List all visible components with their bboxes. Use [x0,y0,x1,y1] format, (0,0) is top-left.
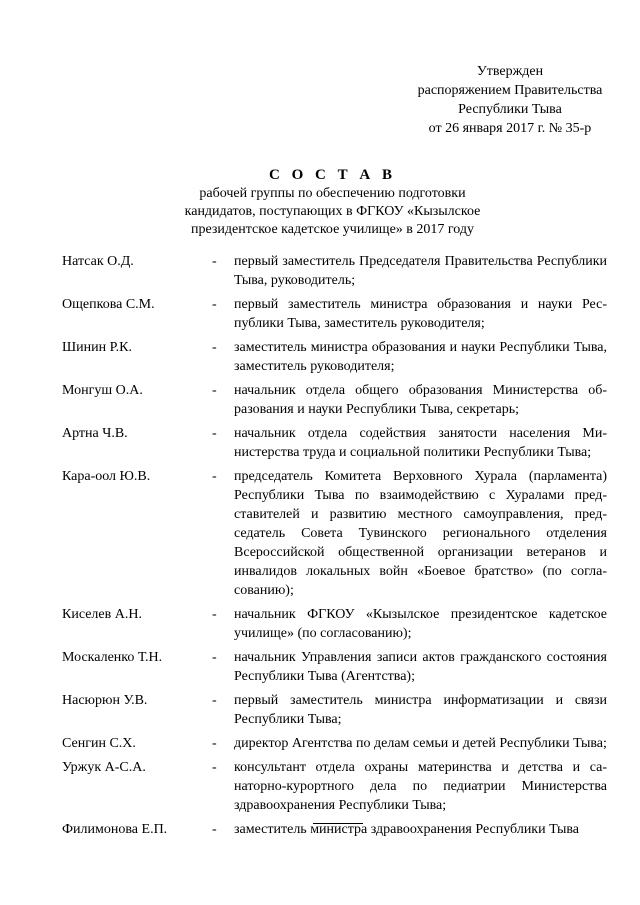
member-dash: - [212,469,217,484]
member-name: Москаленко Т.Н. [62,650,163,665]
member-role: консультант отдела охраны материнства и детства и санаторно-курортного дела по педиатрии Министерства здравоохранения Республики Тыва; [234,760,607,813]
member-role: директор Агентства по делам семьи и детей Республики Тыва; [234,736,607,751]
member-row [62,295,607,333]
member-dash: - [212,760,217,775]
member-dash: - [212,650,217,665]
member-role: первый заместитель министра образования и науки Республики Тыва, заместитель руководителя; [234,297,607,331]
member-dash: - [212,383,217,398]
member-row [62,424,607,462]
member-role: начальник ФГКОУ «Кызылское президентское кадетское училище» (по согласованию); [234,607,607,641]
member-role: председатель Комитета Верховного Хурала (парламента) Республики Тыва по взаимодействию с Хуралами представителей и развитию местного самоуправления, председатель Совета Тувинского регионального отделения Всероссийской общественной организации ветеранов и инвалидов локальных войн «Боевое братство» (по согласованию); [234,469,607,598]
member-name: Монгуш О.А. [62,383,143,398]
approval-line: распоряжением Правительства [417,83,603,98]
document-subtitle-line: рабочей группы по обеспечению подготовки [199,186,466,201]
member-name: Филимонова Е.П. [62,822,168,837]
approval-line: Республики Тыва [458,102,562,117]
approval-date: от 26 января 2017 г. № 35-р [428,121,592,136]
member-row [62,467,607,600]
member-role: заместитель министра образования и науки Республики Тыва, заместитель руководителя; [234,340,607,374]
member-dash: - [212,822,217,837]
member-dash: - [212,297,217,312]
approval-block [395,62,625,138]
member-dash: - [212,426,217,441]
document-subtitle-line: кандидатов, поступающих в ФГКОУ «Кызылское [184,204,481,219]
member-name: Киселев А.Н. [62,607,142,622]
member-dash: - [212,340,217,355]
member-row [62,252,607,290]
member-role: начальник отдела общего образования Министерства образования и науки Республики Тыва, секретарь; [234,383,607,417]
member-row [62,691,607,729]
member-name: Кара-оол Ю.В. [62,469,151,484]
member-name: Ощепкова С.М. [62,297,155,312]
member-role: первый заместитель министра информатизации и связи Республики Тыва; [234,693,607,727]
closing-divider [313,823,363,824]
member-row [62,381,607,419]
document-subtitle-line: президентское кадетское училище» в 2017 году [190,222,475,237]
member-role: начальник Управления записи актов гражданского состояния Республики Тыва (Агентства); [234,650,607,684]
member-role: первый заместитель Председателя Правительства Республики Тыва, руководитель; [234,254,607,288]
member-role: начальник отдела содействия занятости населения Министерства труда и социальной политики Республики Тыва; [234,426,607,460]
member-row [62,648,607,686]
member-dash: - [212,693,217,708]
member-dash: - [212,607,217,622]
document-title: С О С Т А В [269,167,396,183]
member-row [62,605,607,643]
member-row [62,758,607,815]
member-role: заместитель министра здравоохранения Республики Тыва [234,822,580,837]
member-name: Шинин Р.К. [62,340,132,355]
member-name: Насюрюн У.В. [62,693,148,708]
document-heading [0,165,640,239]
member-name: Уржук А-С.А. [62,760,146,775]
member-name: Натсак О.Д. [62,254,134,269]
approval-line: Утвержден [476,64,544,79]
member-dash: - [212,736,217,751]
member-name: Артна Ч.В. [62,426,128,441]
member-dash: - [212,254,217,269]
member-name: Сенгин С.Х. [62,736,136,751]
member-row [62,338,607,376]
members-list [62,252,607,844]
member-row [62,734,607,753]
